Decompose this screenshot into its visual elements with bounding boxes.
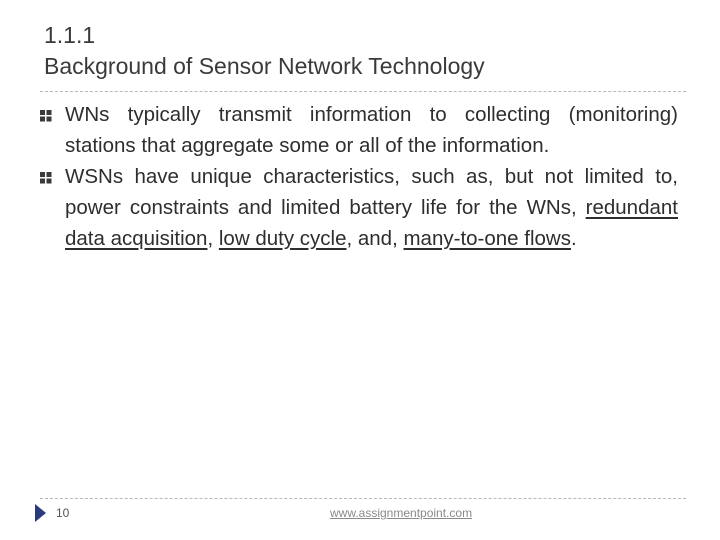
footer-website-link[interactable]: www.assignmentpoint.com <box>330 506 473 520</box>
bullet-text-part: , <box>207 227 219 250</box>
page-number: 10 <box>56 506 70 520</box>
bullet-item <box>38 99 678 161</box>
bullet-item <box>38 161 678 254</box>
title-divider <box>40 91 686 92</box>
bullet-list <box>38 99 678 254</box>
bullet-text: WNs typically transmit information to collecting (monitoring) stations that aggregate some or all of the information. <box>65 103 678 157</box>
title-text: Background of Sensor Network Technology <box>44 53 485 79</box>
bullet-text-part: WSNs have unique characteristics, such as, but not limited to, power constraints and limited battery life for the WNs, <box>65 165 678 219</box>
triangle-right-icon <box>35 504 47 522</box>
underlined-term: low duty cycle <box>218 227 347 250</box>
underlined-term: redundant data acquisition <box>65 196 678 250</box>
underlined-term: many-to-one flows <box>403 227 571 250</box>
footer-divider <box>40 498 686 499</box>
title-number: 1.1.1 <box>44 22 96 48</box>
bullet-text-part: . <box>570 227 577 250</box>
square-bullet-icon <box>38 99 54 130</box>
slide-title <box>44 20 485 82</box>
bullet-text-part: , and, <box>346 227 404 250</box>
square-bullet-icon <box>38 161 54 192</box>
